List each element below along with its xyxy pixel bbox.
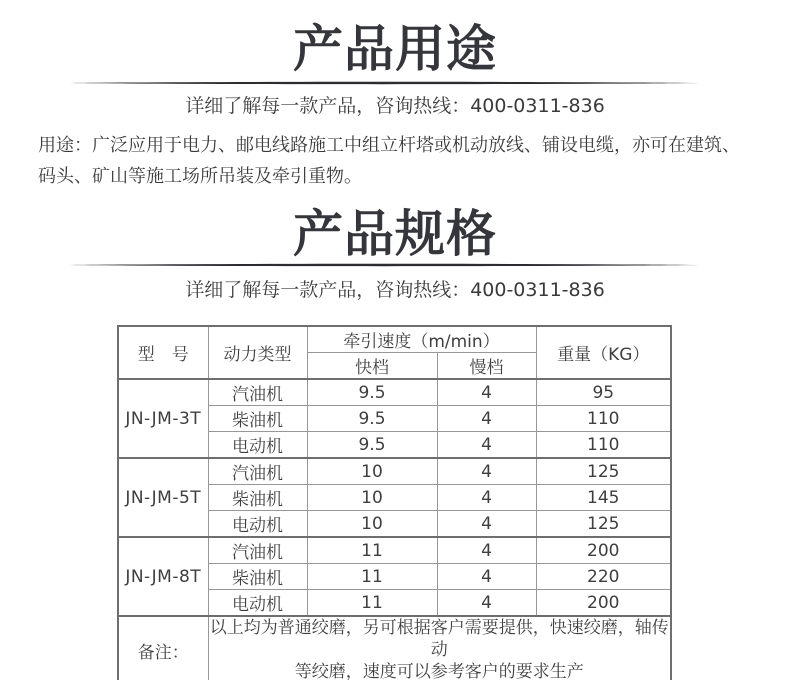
fast-speed-cell: 10 bbox=[307, 511, 437, 538]
fast-speed-cell: 10 bbox=[307, 485, 437, 511]
spec-table bbox=[117, 325, 672, 680]
power-type-cell: 电动机 bbox=[208, 432, 307, 459]
power-type-cell: 汽油机 bbox=[208, 379, 307, 406]
header-slow-gear: 慢档 bbox=[437, 353, 536, 380]
power-type-cell: 汽油机 bbox=[208, 537, 307, 564]
table-header-row bbox=[118, 326, 671, 353]
weight-cell: 200 bbox=[536, 590, 671, 617]
header-fast-gear: 快档 bbox=[307, 353, 437, 380]
hotline-text: 详细了解每一款产品，咨询热线：400-0311-836 bbox=[185, 95, 605, 117]
remark-text-cell bbox=[208, 616, 671, 680]
power-type-cell: 柴油机 bbox=[208, 485, 307, 511]
divider-line bbox=[70, 263, 700, 267]
fast-speed-cell: 11 bbox=[307, 537, 437, 564]
slow-speed-cell: 4 bbox=[437, 590, 536, 617]
table-row bbox=[118, 379, 671, 406]
slow-speed-cell: 4 bbox=[437, 564, 536, 590]
slow-speed-cell: 4 bbox=[437, 432, 536, 459]
fast-speed-cell: 9.5 bbox=[307, 379, 437, 406]
power-type-cell: 柴油机 bbox=[208, 406, 307, 432]
slow-speed-cell: 4 bbox=[437, 458, 536, 485]
model-cell: JN-JM-5T bbox=[118, 458, 208, 537]
header-power-type: 动力类型 bbox=[208, 326, 307, 379]
weight-cell: 110 bbox=[536, 406, 671, 432]
hotline-text: 详细了解每一款产品，咨询热线：400-0311-836 bbox=[185, 279, 605, 301]
remark-label-cell: 备注： bbox=[118, 616, 208, 680]
weight-cell: 200 bbox=[536, 537, 671, 564]
fast-speed-cell: 10 bbox=[307, 458, 437, 485]
slow-speed-cell: 4 bbox=[437, 379, 536, 406]
slow-speed-cell: 4 bbox=[437, 406, 536, 432]
divider-line bbox=[70, 81, 700, 85]
remark-line: 等绞磨，速度可以参考客户的要求生产 bbox=[294, 662, 584, 680]
header-weight: 重量（KG） bbox=[536, 326, 671, 379]
power-type-cell: 汽油机 bbox=[208, 458, 307, 485]
power-type-cell: 柴油机 bbox=[208, 564, 307, 590]
weight-cell: 95 bbox=[536, 379, 671, 406]
fast-speed-cell: 11 bbox=[307, 564, 437, 590]
weight-cell: 125 bbox=[536, 458, 671, 485]
model-cell: JN-JM-8T bbox=[118, 537, 208, 616]
page-title-specs: 产品规格 bbox=[293, 205, 497, 263]
table-row bbox=[118, 458, 671, 485]
table-row bbox=[118, 537, 671, 564]
header-model: 型 号 bbox=[118, 326, 208, 379]
page-title-usage: 产品用途 bbox=[293, 20, 497, 78]
weight-cell: 145 bbox=[536, 485, 671, 511]
fast-speed-cell: 9.5 bbox=[307, 406, 437, 432]
weight-cell: 220 bbox=[536, 564, 671, 590]
usage-paragraph: 用途：广泛应用于电力、邮电线路施工中组立杆塔或机动放线、铺设电缆，亦可在建筑、码头、矿山等施工场所吊装及牵引重物。 bbox=[38, 135, 740, 187]
slow-speed-cell: 4 bbox=[437, 511, 536, 538]
remark-line: 以上均为普通绞磨，另可根据客户需要提供，快速绞磨，轴传动 bbox=[209, 618, 669, 660]
slow-speed-cell: 4 bbox=[437, 485, 536, 511]
remark-row bbox=[118, 616, 671, 680]
header-traction-speed: 牵引速度（m/min） bbox=[307, 326, 536, 353]
model-cell: JN-JM-3T bbox=[118, 379, 208, 458]
power-type-cell: 电动机 bbox=[208, 590, 307, 617]
fast-speed-cell: 11 bbox=[307, 590, 437, 617]
slow-speed-cell: 4 bbox=[437, 537, 536, 564]
fast-speed-cell: 9.5 bbox=[307, 432, 437, 459]
weight-cell: 110 bbox=[536, 432, 671, 459]
weight-cell: 125 bbox=[536, 511, 671, 538]
power-type-cell: 电动机 bbox=[208, 511, 307, 538]
